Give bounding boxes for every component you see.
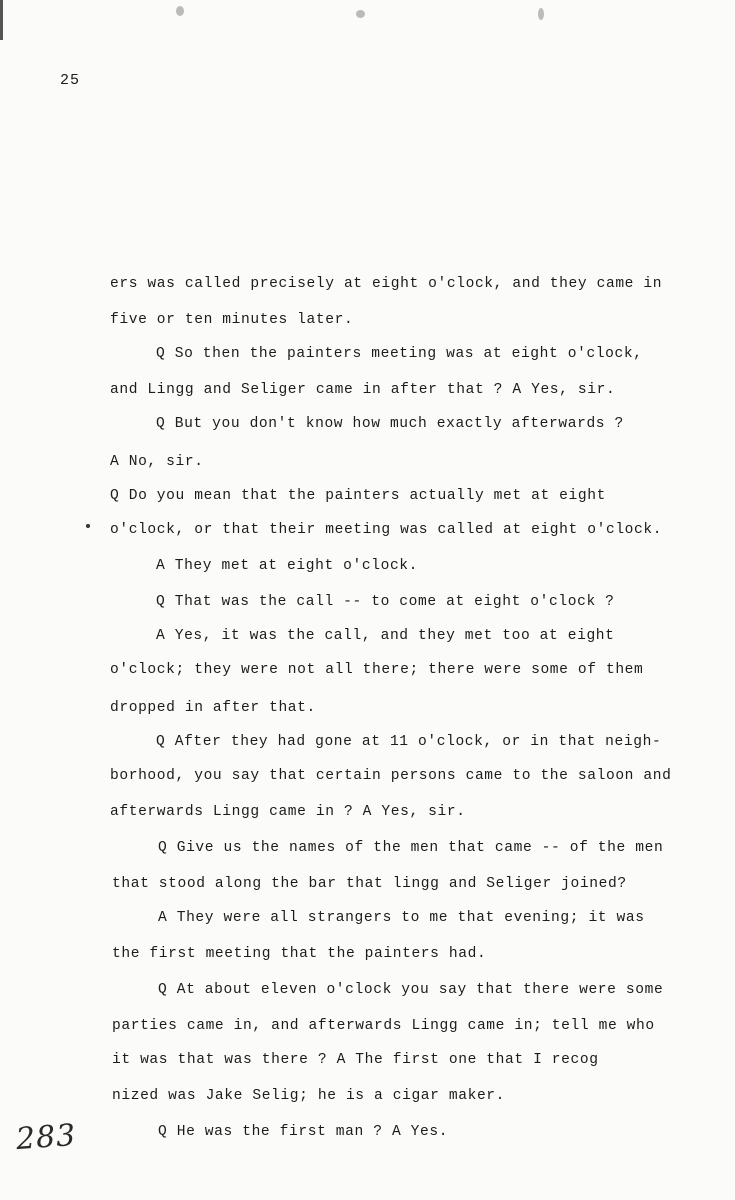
handwritten-margin-number: 283 — [14, 1117, 78, 1158]
transcript-line: it was that was there ? A The first one that I recog — [112, 1052, 599, 1068]
scan-speck — [356, 10, 365, 18]
scan-speck — [176, 6, 184, 16]
transcript-line: and Lingg and Seliger came in after that ? A Yes, sir. — [110, 382, 616, 398]
transcript-line: Q He was the first man ? A Yes. — [158, 1124, 449, 1140]
transcript-line: A They were all strangers to me that evening; it was — [158, 910, 645, 926]
transcript-line: parties came in, and afterwards Lingg came in; tell me who — [112, 1018, 655, 1034]
transcript-line: Q After they had gone at 11 o'clock, or in that neigh- — [156, 734, 662, 750]
scan-speck — [538, 8, 544, 20]
transcript-line: Q At about eleven o'clock you say that there were some — [158, 982, 664, 998]
scan-edge-mark — [0, 0, 3, 40]
transcript-line: A Yes, it was the call, and they met too at eight — [156, 628, 615, 644]
transcript-line: nized was Jake Selig; he is a cigar maker. — [112, 1088, 506, 1104]
scan-speck — [86, 524, 90, 528]
transcript-line: that stood along the bar that lingg and Seliger joined? — [112, 876, 627, 892]
transcript-line: borhood, you say that certain persons came to the saloon and — [110, 768, 672, 784]
transcript-line: the first meeting that the painters had. — [112, 946, 487, 962]
transcript-line: Q Do you mean that the painters actually met at eight — [110, 488, 606, 504]
transcript-line: ers was called precisely at eight o'clock, and they came in — [110, 276, 663, 292]
transcript-line: A They met at eight o'clock. — [156, 558, 419, 574]
transcript-line: Q But you don't know how much exactly afterwards ? — [156, 416, 624, 432]
transcript-line: o'clock, or that their meeting was called at eight o'clock. — [110, 522, 663, 538]
transcript-line: A No, sir. — [110, 454, 204, 470]
transcript-line: Q Give us the names of the men that came -- of the men — [158, 840, 664, 856]
transcript-line: Q So then the painters meeting was at eight o'clock, — [156, 346, 643, 362]
transcript-line: five or ten minutes later. — [110, 312, 354, 328]
transcript-line: o'clock; they were not all there; there were some of them — [110, 662, 644, 678]
page-number: 25 — [60, 72, 81, 89]
transcript-line: afterwards Lingg came in ? A Yes, sir. — [110, 804, 466, 820]
transcript-line: dropped in after that. — [110, 700, 316, 716]
transcript-line: Q That was the call -- to come at eight o'clock ? — [156, 594, 615, 610]
